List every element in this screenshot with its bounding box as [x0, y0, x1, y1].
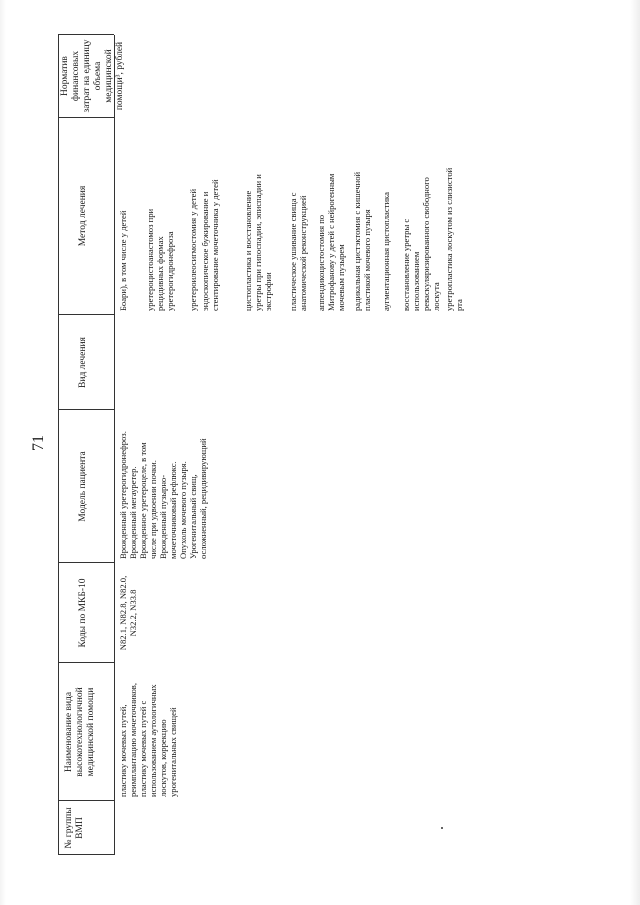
patient-model-line: Урогенитальный свищ, [188, 474, 198, 559]
column-divider [58, 34, 114, 35]
treatment-method-line: рецидивных формах [155, 236, 165, 311]
treatment-method-line: пластическое ушивание свища с [288, 192, 298, 311]
patient-model-line: мочеточниковый рефлюкс. [168, 461, 178, 559]
header-group-number: № группы ВМП [64, 807, 85, 849]
header-patient-model: Модель пациента [78, 451, 88, 522]
treatment-method-line: уретероилеосигмостомия у детей [188, 188, 198, 311]
header-cost-norm: Норматив финансовых затрат на единицу объема медицинской помощи³, рублей [60, 39, 125, 113]
treatment-method-line: уретерогидронефроза [165, 231, 175, 311]
care-type-line: реимплантацию мочеточников, [128, 682, 138, 797]
treatment-method-line: уретропластика лоскутом из слизистой [444, 167, 454, 311]
patient-model-line: числе при удвоении почки. [148, 460, 158, 559]
treatment-method-line: уретероцистоанастомоз при [145, 208, 155, 311]
treatment-method-line: анатомической реконструкцией [298, 195, 308, 311]
column-divider [58, 562, 114, 563]
patient-model-line: Врожденное уретероцеле, в том [138, 442, 148, 559]
treatment-method-line: цистопластика и восстановление [243, 190, 253, 311]
treatment-method-line: реваскуляризированного свободного [421, 177, 431, 311]
treatment-method-line: рта [454, 299, 464, 311]
treatment-method-line: восстановление уретры с [401, 218, 411, 311]
treatment-method-line: уретры при гипоспадии, эписпадии и [253, 174, 263, 311]
treatment-method-line: мочевым пузырем [336, 244, 346, 311]
care-type-line: пластику мочевых путей с [138, 700, 148, 797]
care-type-line: урогенитальных свищей [168, 707, 178, 797]
table-top-border [58, 35, 59, 855]
table-header-border [114, 35, 115, 855]
treatment-method-line: лоскута [431, 282, 441, 311]
scan-speck [441, 827, 443, 829]
treatment-method-line: Боари), в том числе у детей [118, 210, 128, 311]
patient-model-line: Врожденный пузырно- [158, 474, 168, 559]
treatment-method-line: аугментационная цистопластика [381, 192, 391, 311]
treatment-method-line: аппендикоцистостомия по [316, 214, 326, 311]
patient-model-line: осложненный, рецидивирующий [198, 438, 208, 559]
treatment-method-line: использованием [411, 251, 421, 311]
header-treatment-type: Вид лечения [78, 337, 88, 388]
treatment-method-line: радикальная цистэктомия с кишечной [352, 171, 362, 311]
treatment-method-line: экстрофии [263, 272, 273, 311]
page-number: 71 [30, 435, 47, 451]
header-icd-codes: Коды по МКБ-10 [78, 578, 88, 648]
care-type-line: пластику мочевых путей, [118, 704, 128, 797]
care-type-line: лоскутов, коррекцию [158, 719, 168, 797]
patient-model-line: Врожденный уретерогидронефроз. [118, 431, 128, 559]
patient-model-line: Опухоль мочевого пузыря. [178, 461, 188, 559]
rotated-page-content [30, 33, 578, 863]
column-divider [58, 117, 114, 118]
column-divider [58, 409, 114, 410]
treatment-method-line: эндоскопическое бужирование и [200, 191, 210, 311]
column-divider [58, 662, 114, 663]
header-care-type: Наименование вида высокотехнологичной медицинской помощи [64, 687, 96, 777]
care-type-line: использованием аутологичных [148, 684, 158, 797]
icd-code-line: N32.2, N33.8 [128, 589, 138, 637]
treatment-method-line: пластикой мочевого пузыря [362, 209, 372, 311]
treatment-method-line: стентирование мочеточника у детей [210, 179, 220, 311]
column-divider [58, 854, 114, 855]
column-divider [58, 800, 114, 801]
header-treatment-method: Метод лечения [78, 185, 88, 247]
treatment-method-line: Митрофанову у детей с нейрогенным [326, 173, 336, 311]
column-divider [58, 314, 114, 315]
patient-model-line: Врожденный мегауретер. [128, 466, 138, 559]
icd-code-line: N82.1, N82.8, N82.0, [118, 575, 128, 651]
